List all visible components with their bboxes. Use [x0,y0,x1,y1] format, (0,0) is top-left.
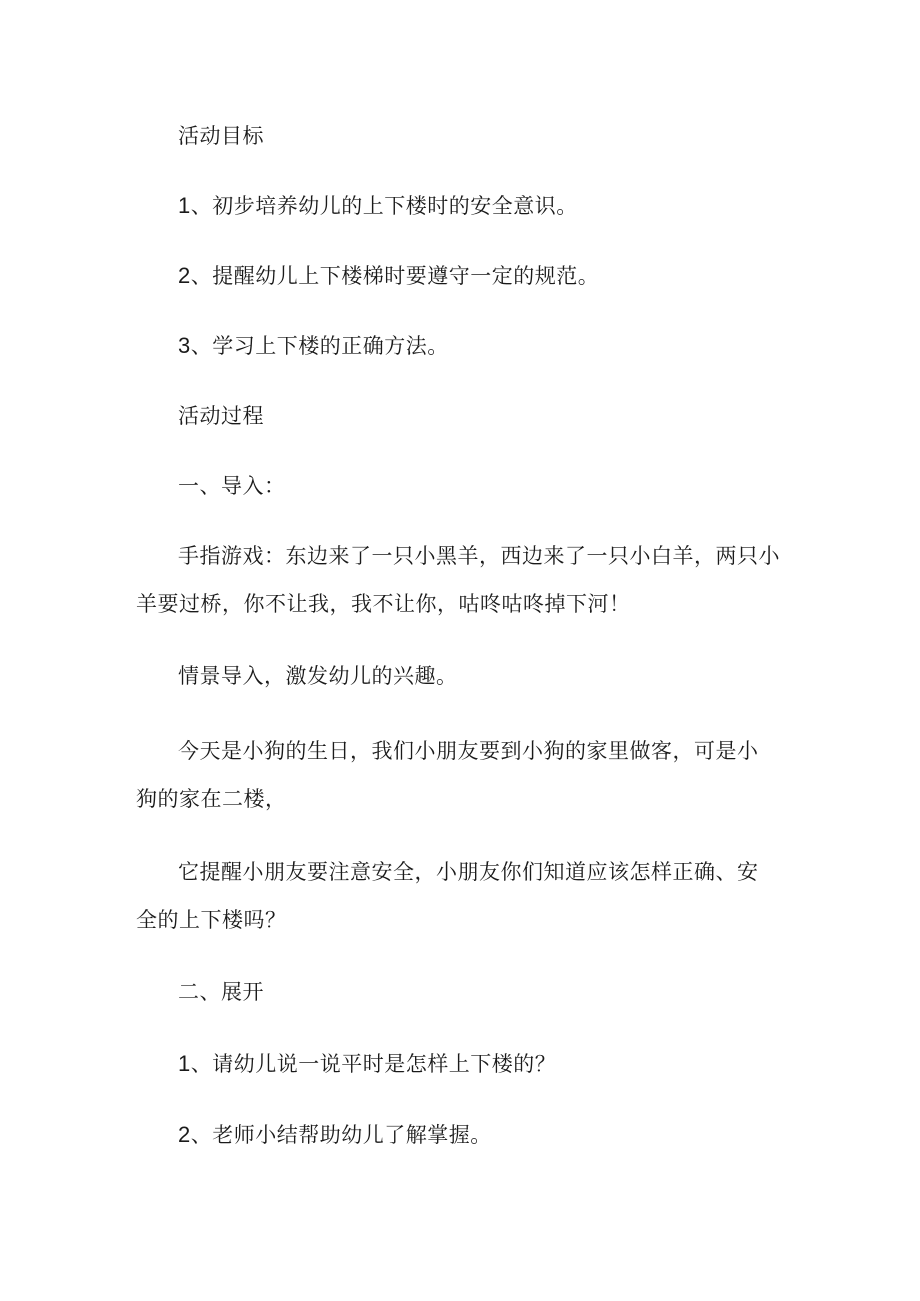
goal-item-3 [136,322,786,370]
paragraph-line: 狗的家在二楼， [136,787,287,811]
item-number: 2 [178,263,191,288]
subsection-heading-expand [136,968,786,1016]
expand-item-2 [136,1111,786,1159]
subsection-heading-intro [136,462,786,510]
paragraph-line [136,182,786,230]
paragraph-line: 情景导入，激发幼儿的兴趣。 [178,664,458,688]
paragraph-line: 它提醒小朋友要注意安全，小朋友你们知道应该怎样正确、安 [178,860,759,884]
item-text: 、老师小结帮助幼儿了解掌握。 [190,1123,492,1147]
paragraph-line [136,322,786,370]
paragraph-line: 二、展开 [178,980,264,1004]
paragraph-line: 今天是小狗的生日，我们小朋友要到小狗的家里做客，可是小 [178,739,759,763]
paragraph-line: 手指游戏：东边来了一只小黑羊，西边来了一只小白羊，两只小 [178,544,780,568]
item-text: 、提醒幼儿上下楼梯时要遵守一定的规范。 [190,264,600,288]
paragraph-line: 羊要过桥，你不让我，我不让你，咕咚咕咚掉下河！ [136,592,631,616]
paragraph-line: 一、导入： [178,474,286,498]
paragraph-scene-intro [136,652,786,700]
paragraph-line [136,252,786,300]
paragraph-safety-reminder [136,848,786,944]
paragraph-line [136,1040,786,1088]
paragraph-line [136,1111,786,1159]
item-number: 3 [178,333,191,358]
paragraph-line: 活动过程 [178,404,264,428]
item-text: 、初步培养幼儿的上下楼时的安全意识。 [190,194,578,218]
paragraph-line: 全的上下楼吗？ [136,908,287,932]
item-number: 1 [178,193,191,218]
goal-item-2 [136,252,786,300]
expand-item-1 [136,1040,786,1088]
paragraph-line: 活动目标 [178,124,264,148]
paragraph-puppy-birthday [136,727,786,823]
paragraph-finger-game [136,532,786,628]
item-text: 、请幼儿说一说平时是怎样上下楼的？ [190,1052,557,1076]
section-heading-goals [136,112,786,160]
goal-item-1 [136,182,786,230]
item-number: 2 [178,1122,191,1147]
item-number: 1 [178,1051,191,1076]
item-text: 、学习上下楼的正确方法。 [190,334,449,358]
section-heading-process [136,392,786,440]
